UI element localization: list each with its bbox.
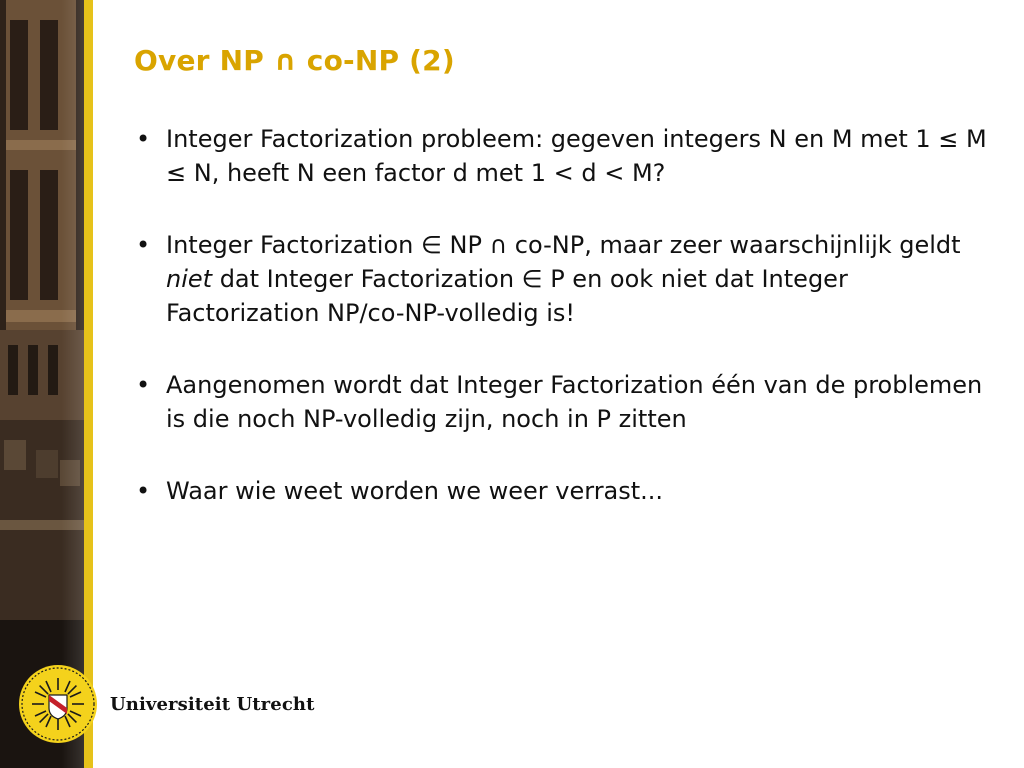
bullet-item: [134, 368, 994, 436]
slide-content: [134, 122, 994, 546]
bullet-text: Waar wie weet worden we weer verrast...: [166, 477, 664, 505]
bullet-text: Integer Factorization probleem: gegeven integers N en M met 1 ≤ M ≤ N, heeft N een factor d met 1 < d < M?: [166, 125, 987, 187]
bullet-item: [134, 228, 994, 330]
bullet-text: Aangenomen wordt dat Integer Factorization één van de problemen is die noch NP-volledig zijn, noch in P zitten: [166, 371, 983, 433]
cathedral-photo: [0, 0, 88, 768]
bullet-emphasis: niet: [166, 265, 213, 293]
bullet-text-part: Integer Factorization ∈ NP ∩ co-NP, maar zeer waarschijnlijk geldt: [166, 231, 961, 259]
bullet-marker: •: [136, 125, 151, 153]
university-seal-icon: [18, 664, 98, 744]
bullet-text-part: dat Integer Factorization ∈ P en ook niet dat Integer Factorization NP/co-NP-volledig is!: [166, 265, 848, 327]
bullet-marker: •: [136, 477, 151, 505]
university-logo: [18, 664, 314, 744]
bullet-item: [134, 122, 994, 190]
bullet-marker: •: [136, 371, 151, 399]
slide-title: Over NP ∩ co-NP (2): [134, 44, 455, 77]
gold-vertical-rule: [84, 0, 93, 768]
bullet-item: [134, 474, 994, 508]
university-name: Universiteit Utrecht: [110, 693, 315, 715]
bullet-text: [166, 231, 961, 327]
photo-fade: [0, 0, 88, 768]
bullet-marker: •: [136, 231, 151, 259]
